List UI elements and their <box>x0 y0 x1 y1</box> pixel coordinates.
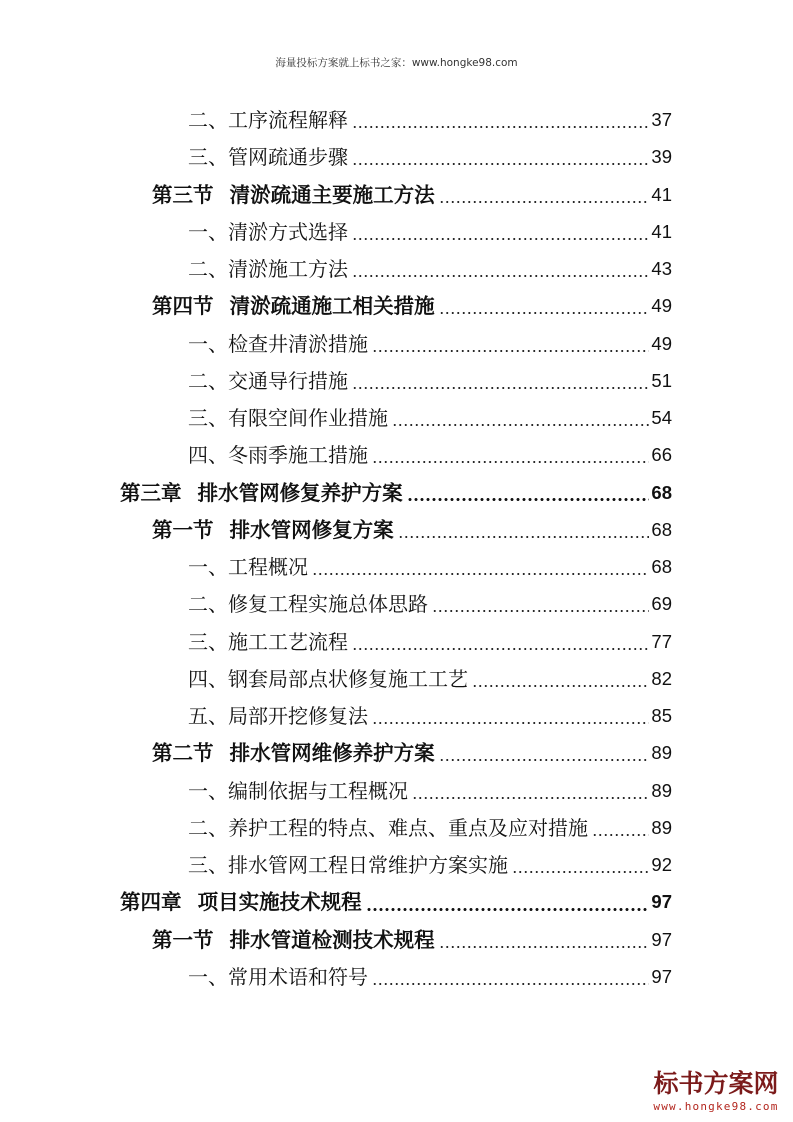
toc-entry-title: 一、清淤方式选择 <box>188 219 348 244</box>
toc-entry-page-number: 68 <box>651 481 672 503</box>
toc-entry-title: 第四节 清淤疏通施工相关措施 <box>152 294 435 319</box>
toc-entry-title: 四、冬雨季施工措施 <box>188 443 368 468</box>
dot-leader <box>412 772 649 809</box>
toc-entry-title: 二、工序流程解释 <box>188 108 348 133</box>
toc-item-entry[interactable] <box>0 325 672 362</box>
toc-item-entry[interactable] <box>0 586 672 623</box>
dot-leader <box>512 846 649 883</box>
toc-entry-page-number: 97 <box>651 928 672 950</box>
toc-item-entry[interactable] <box>0 958 672 995</box>
toc-entry-page-number: 41 <box>651 220 672 242</box>
toc-chapter-entry[interactable] <box>0 474 672 511</box>
toc-section-entry[interactable] <box>0 511 672 548</box>
toc-entry-title: 三、排水管网工程日常维护方案实施 <box>188 853 508 878</box>
page-header: 海量投标方案就上标书之家：www.hongke98.com <box>275 57 518 69</box>
toc-section-entry[interactable] <box>0 735 672 772</box>
toc-entry-page-number: 97 <box>651 965 672 987</box>
dot-leader <box>439 921 650 958</box>
toc-item-entry[interactable] <box>0 250 672 287</box>
dot-leader <box>366 884 650 921</box>
table-of-contents <box>0 101 672 995</box>
toc-chapter-entry[interactable] <box>0 884 672 921</box>
toc-entry-page-number: 43 <box>651 258 672 280</box>
watermark-url: www.hongke98.com <box>653 1100 779 1113</box>
toc-entry-page-number: 51 <box>651 369 672 391</box>
dot-leader <box>372 697 649 734</box>
dot-leader <box>372 437 649 474</box>
dot-leader <box>439 176 650 213</box>
toc-entry-title: 第二节 排水管网维修养护方案 <box>152 741 435 766</box>
dot-leader <box>352 139 649 176</box>
toc-entry-title: 第一节 排水管道检测技术规程 <box>152 927 435 952</box>
toc-entry-page-number: 77 <box>651 630 672 652</box>
dot-leader <box>352 362 649 399</box>
dot-leader <box>439 735 650 772</box>
toc-item-entry[interactable] <box>0 139 672 176</box>
dot-leader <box>432 586 649 623</box>
toc-entry-page-number: 66 <box>651 444 672 466</box>
toc-entry-page-number: 89 <box>651 779 672 801</box>
toc-item-entry[interactable] <box>0 437 672 474</box>
toc-entry-title: 一、编制依据与工程概况 <box>188 778 408 803</box>
toc-entry-page-number: 37 <box>651 109 672 131</box>
toc-section-entry[interactable] <box>0 921 672 958</box>
dot-leader <box>372 958 649 995</box>
toc-entry-title: 二、交通导行措施 <box>188 368 348 393</box>
toc-entry-page-number: 89 <box>651 742 672 764</box>
dot-leader <box>312 548 649 585</box>
dot-leader <box>407 474 650 511</box>
toc-item-entry[interactable] <box>0 809 672 846</box>
toc-item-entry[interactable] <box>0 623 672 660</box>
toc-item-entry[interactable] <box>0 660 672 697</box>
watermark-logo <box>650 1068 782 1114</box>
toc-item-entry[interactable] <box>0 772 672 809</box>
toc-entry-page-number: 89 <box>651 816 672 838</box>
toc-entry-page-number: 41 <box>651 183 672 205</box>
toc-section-entry[interactable] <box>0 288 672 325</box>
toc-item-entry[interactable] <box>0 697 672 734</box>
dot-leader <box>372 325 649 362</box>
toc-item-entry[interactable] <box>0 846 672 883</box>
dot-leader <box>592 809 649 846</box>
toc-entry-title: 一、工程概况 <box>188 555 308 580</box>
dot-leader <box>352 623 649 660</box>
toc-entry-title: 一、常用术语和符号 <box>188 964 368 989</box>
toc-entry-title: 四、钢套局部点状修复施工工艺 <box>188 666 468 691</box>
toc-entry-title: 一、检查井清淤措施 <box>188 331 368 356</box>
toc-entry-page-number: 82 <box>651 667 672 689</box>
toc-entry-title: 五、局部开挖修复法 <box>188 704 368 729</box>
dot-leader <box>352 101 649 138</box>
toc-entry-page-number: 69 <box>651 593 672 615</box>
dot-leader <box>472 660 649 697</box>
toc-entry-title: 三、施工工艺流程 <box>188 629 348 654</box>
toc-item-entry[interactable] <box>0 362 672 399</box>
toc-item-entry[interactable] <box>0 399 672 436</box>
dot-leader <box>352 250 649 287</box>
dot-leader <box>398 511 650 548</box>
toc-item-entry[interactable] <box>0 213 672 250</box>
watermark-title: 标书方案网 <box>653 1069 779 1098</box>
toc-entry-title: 第一节 排水管网修复方案 <box>152 517 394 542</box>
toc-entry-page-number: 68 <box>651 518 672 540</box>
dot-leader <box>392 399 649 436</box>
toc-item-entry[interactable] <box>0 548 672 585</box>
toc-entry-title: 二、修复工程实施总体思路 <box>188 592 428 617</box>
toc-entry-page-number: 68 <box>651 556 672 578</box>
toc-entry-title: 二、清淤施工方法 <box>188 257 348 282</box>
dot-leader <box>352 213 649 250</box>
toc-entry-page-number: 97 <box>651 891 672 913</box>
toc-section-entry[interactable] <box>0 176 672 213</box>
toc-entry-page-number: 92 <box>651 854 672 876</box>
toc-entry-title: 第四章 项目实施技术规程 <box>120 890 362 915</box>
toc-entry-title: 三、管网疏通步骤 <box>188 145 348 170</box>
toc-entry-page-number: 49 <box>651 295 672 317</box>
toc-entry-title: 二、养护工程的特点、难点、重点及应对措施 <box>188 815 588 840</box>
toc-entry-title: 第三章 排水管网修复养护方案 <box>120 480 403 505</box>
toc-entry-page-number: 49 <box>651 332 672 354</box>
toc-entry-title: 三、有限空间作业措施 <box>188 406 388 431</box>
toc-item-entry[interactable] <box>0 101 672 138</box>
dot-leader <box>439 288 650 325</box>
toc-entry-page-number: 54 <box>651 407 672 429</box>
toc-entry-page-number: 39 <box>651 146 672 168</box>
toc-entry-page-number: 85 <box>651 705 672 727</box>
toc-entry-title: 第三节 清淤疏通主要施工方法 <box>152 182 435 207</box>
